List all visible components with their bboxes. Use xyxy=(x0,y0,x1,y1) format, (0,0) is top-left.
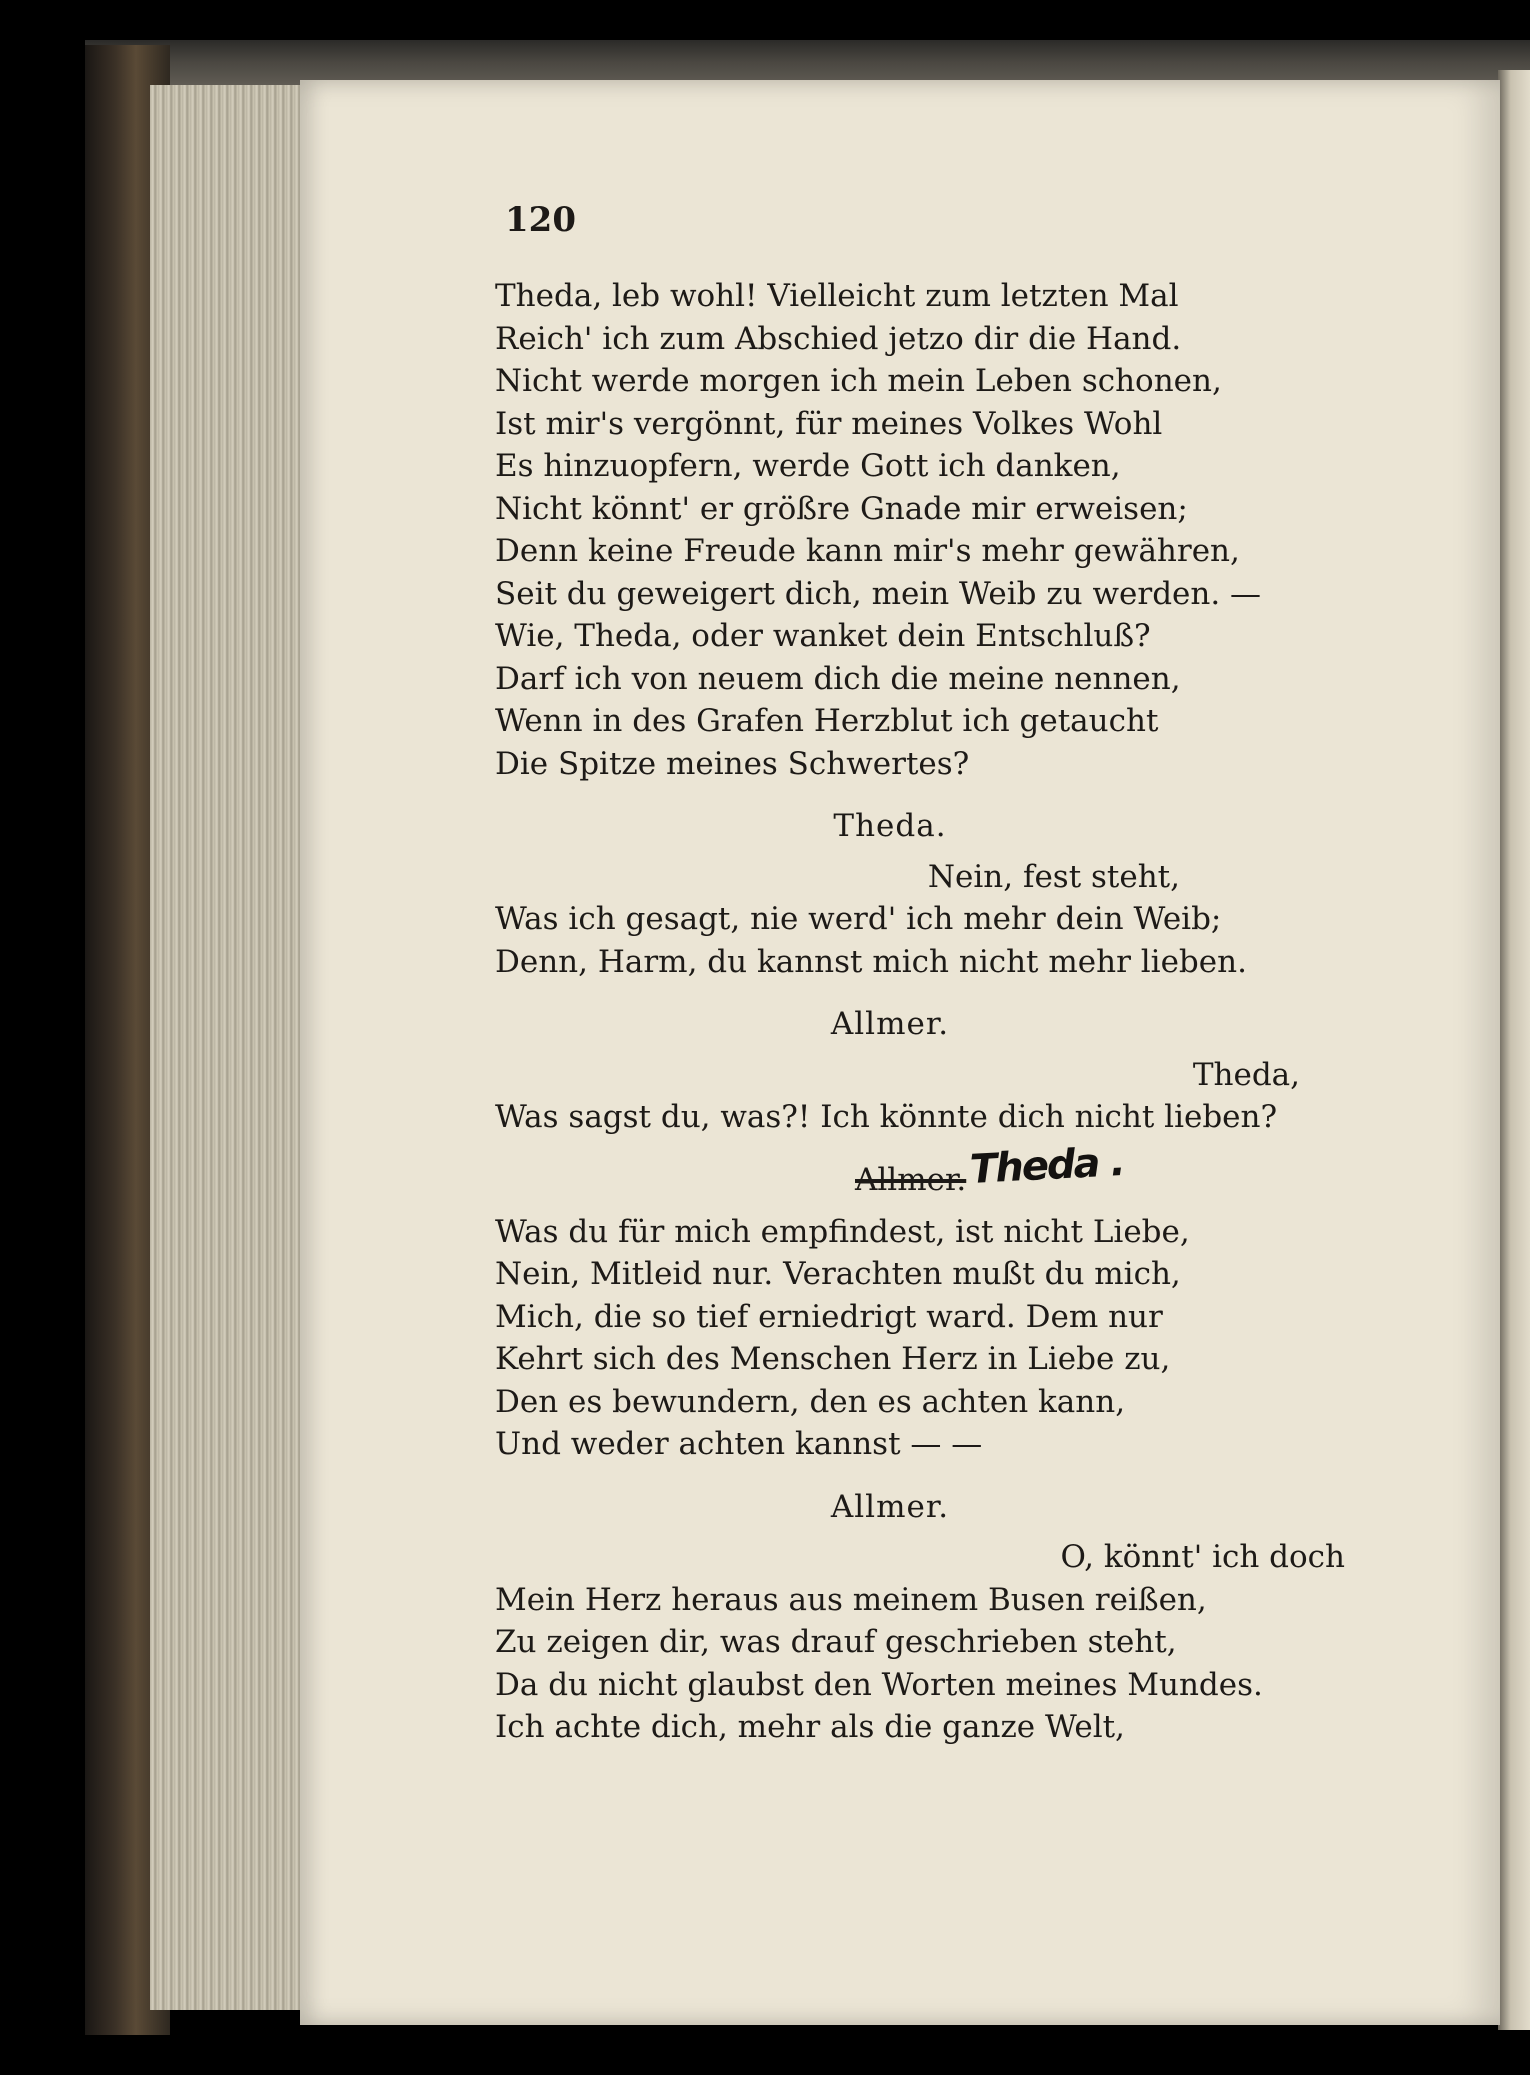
verse-line: Mein Herz heraus aus meinem Busen reißen, xyxy=(495,1581,1207,1618)
verse-line: Mich, die so tief erniedrigt ward. Dem nur xyxy=(495,1298,1163,1335)
speaker-name: Allmer. xyxy=(830,1006,950,1042)
speaker-name: Allmer. xyxy=(830,1488,950,1525)
verse-line: Denn keine Freude kann mir's mehr gewähren, xyxy=(495,533,1240,569)
verse-line: Es hinzuopfern, werde Gott ich danken, xyxy=(495,448,1121,484)
corrected-speaker xyxy=(495,1138,1285,1203)
verse-line: Wie, Theda, oder wanket dein Entschluß? xyxy=(495,618,1151,654)
verse-line: Nicht könnt' er größre Gnade mir erweisen; xyxy=(495,490,1188,527)
handwritten-correction: Theda . xyxy=(968,1138,1125,1193)
verse-line: Seit du geweigert dich, mein Weib zu werden. — xyxy=(495,575,1262,612)
verse-line: Wenn in des Grafen Herzblut ich getaucht xyxy=(495,703,1159,739)
verse-line: Reich' ich zum Abschied jetzo dir die Hand. xyxy=(495,320,1182,357)
verse-line: Zu zeigen dir, was drauf geschrieben steht, xyxy=(495,1624,1177,1660)
page-body xyxy=(495,275,1345,1749)
struck-speaker-name: Allmer. xyxy=(855,1161,967,1198)
verse-line: Was ich gesagt, nie werd' ich mehr dein Weib; xyxy=(495,901,1222,937)
verse-line: Den es bewundern, den es achten kann, xyxy=(495,1383,1126,1420)
verse-line: Was sagst du, was?! Ich könnte dich nicht lieben? xyxy=(495,1099,1278,1135)
speaker-name: Theda. xyxy=(833,808,947,844)
verse-line: Theda, xyxy=(1192,1056,1300,1093)
verse-line: Nein, fest steht, xyxy=(927,858,1180,895)
verse-line: Theda, leb wohl! Vielleicht zum letzten Mal xyxy=(495,278,1179,314)
verse-line: Ist mir's vergönnt, für meines Volkes Wohl xyxy=(495,405,1163,442)
page-number: 120 xyxy=(505,200,576,240)
verse-line: Darf ich von neuem dich die meine nennen, xyxy=(495,660,1181,697)
verse-line: Die Spitze meines Schwertes? xyxy=(495,745,970,782)
verse-line: Kehrt sich des Menschen Herz in Liebe zu, xyxy=(495,1341,1171,1377)
verse-line: Da du nicht glaubst den Worten meines Mundes. xyxy=(495,1666,1263,1703)
verse-line: Und weder achten kannst — — xyxy=(495,1426,983,1462)
facing-page-edge xyxy=(1498,70,1530,2030)
verse-line: Nein, Mitleid nur. Verachten mußt du mich, xyxy=(495,1256,1181,1292)
verse-line: Nicht werde morgen ich mein Leben schonen, xyxy=(495,363,1222,399)
verse-line: O, könnt' ich doch xyxy=(1060,1539,1345,1575)
verse-line: Ich achte dich, mehr als die ganze Welt, xyxy=(495,1709,1125,1745)
verse-line: Was du für mich empfindest, ist nicht Liebe, xyxy=(495,1213,1190,1250)
page-edges xyxy=(150,85,305,2010)
verse-line: Denn, Harm, du kannst mich nicht mehr lieben. xyxy=(495,943,1247,980)
